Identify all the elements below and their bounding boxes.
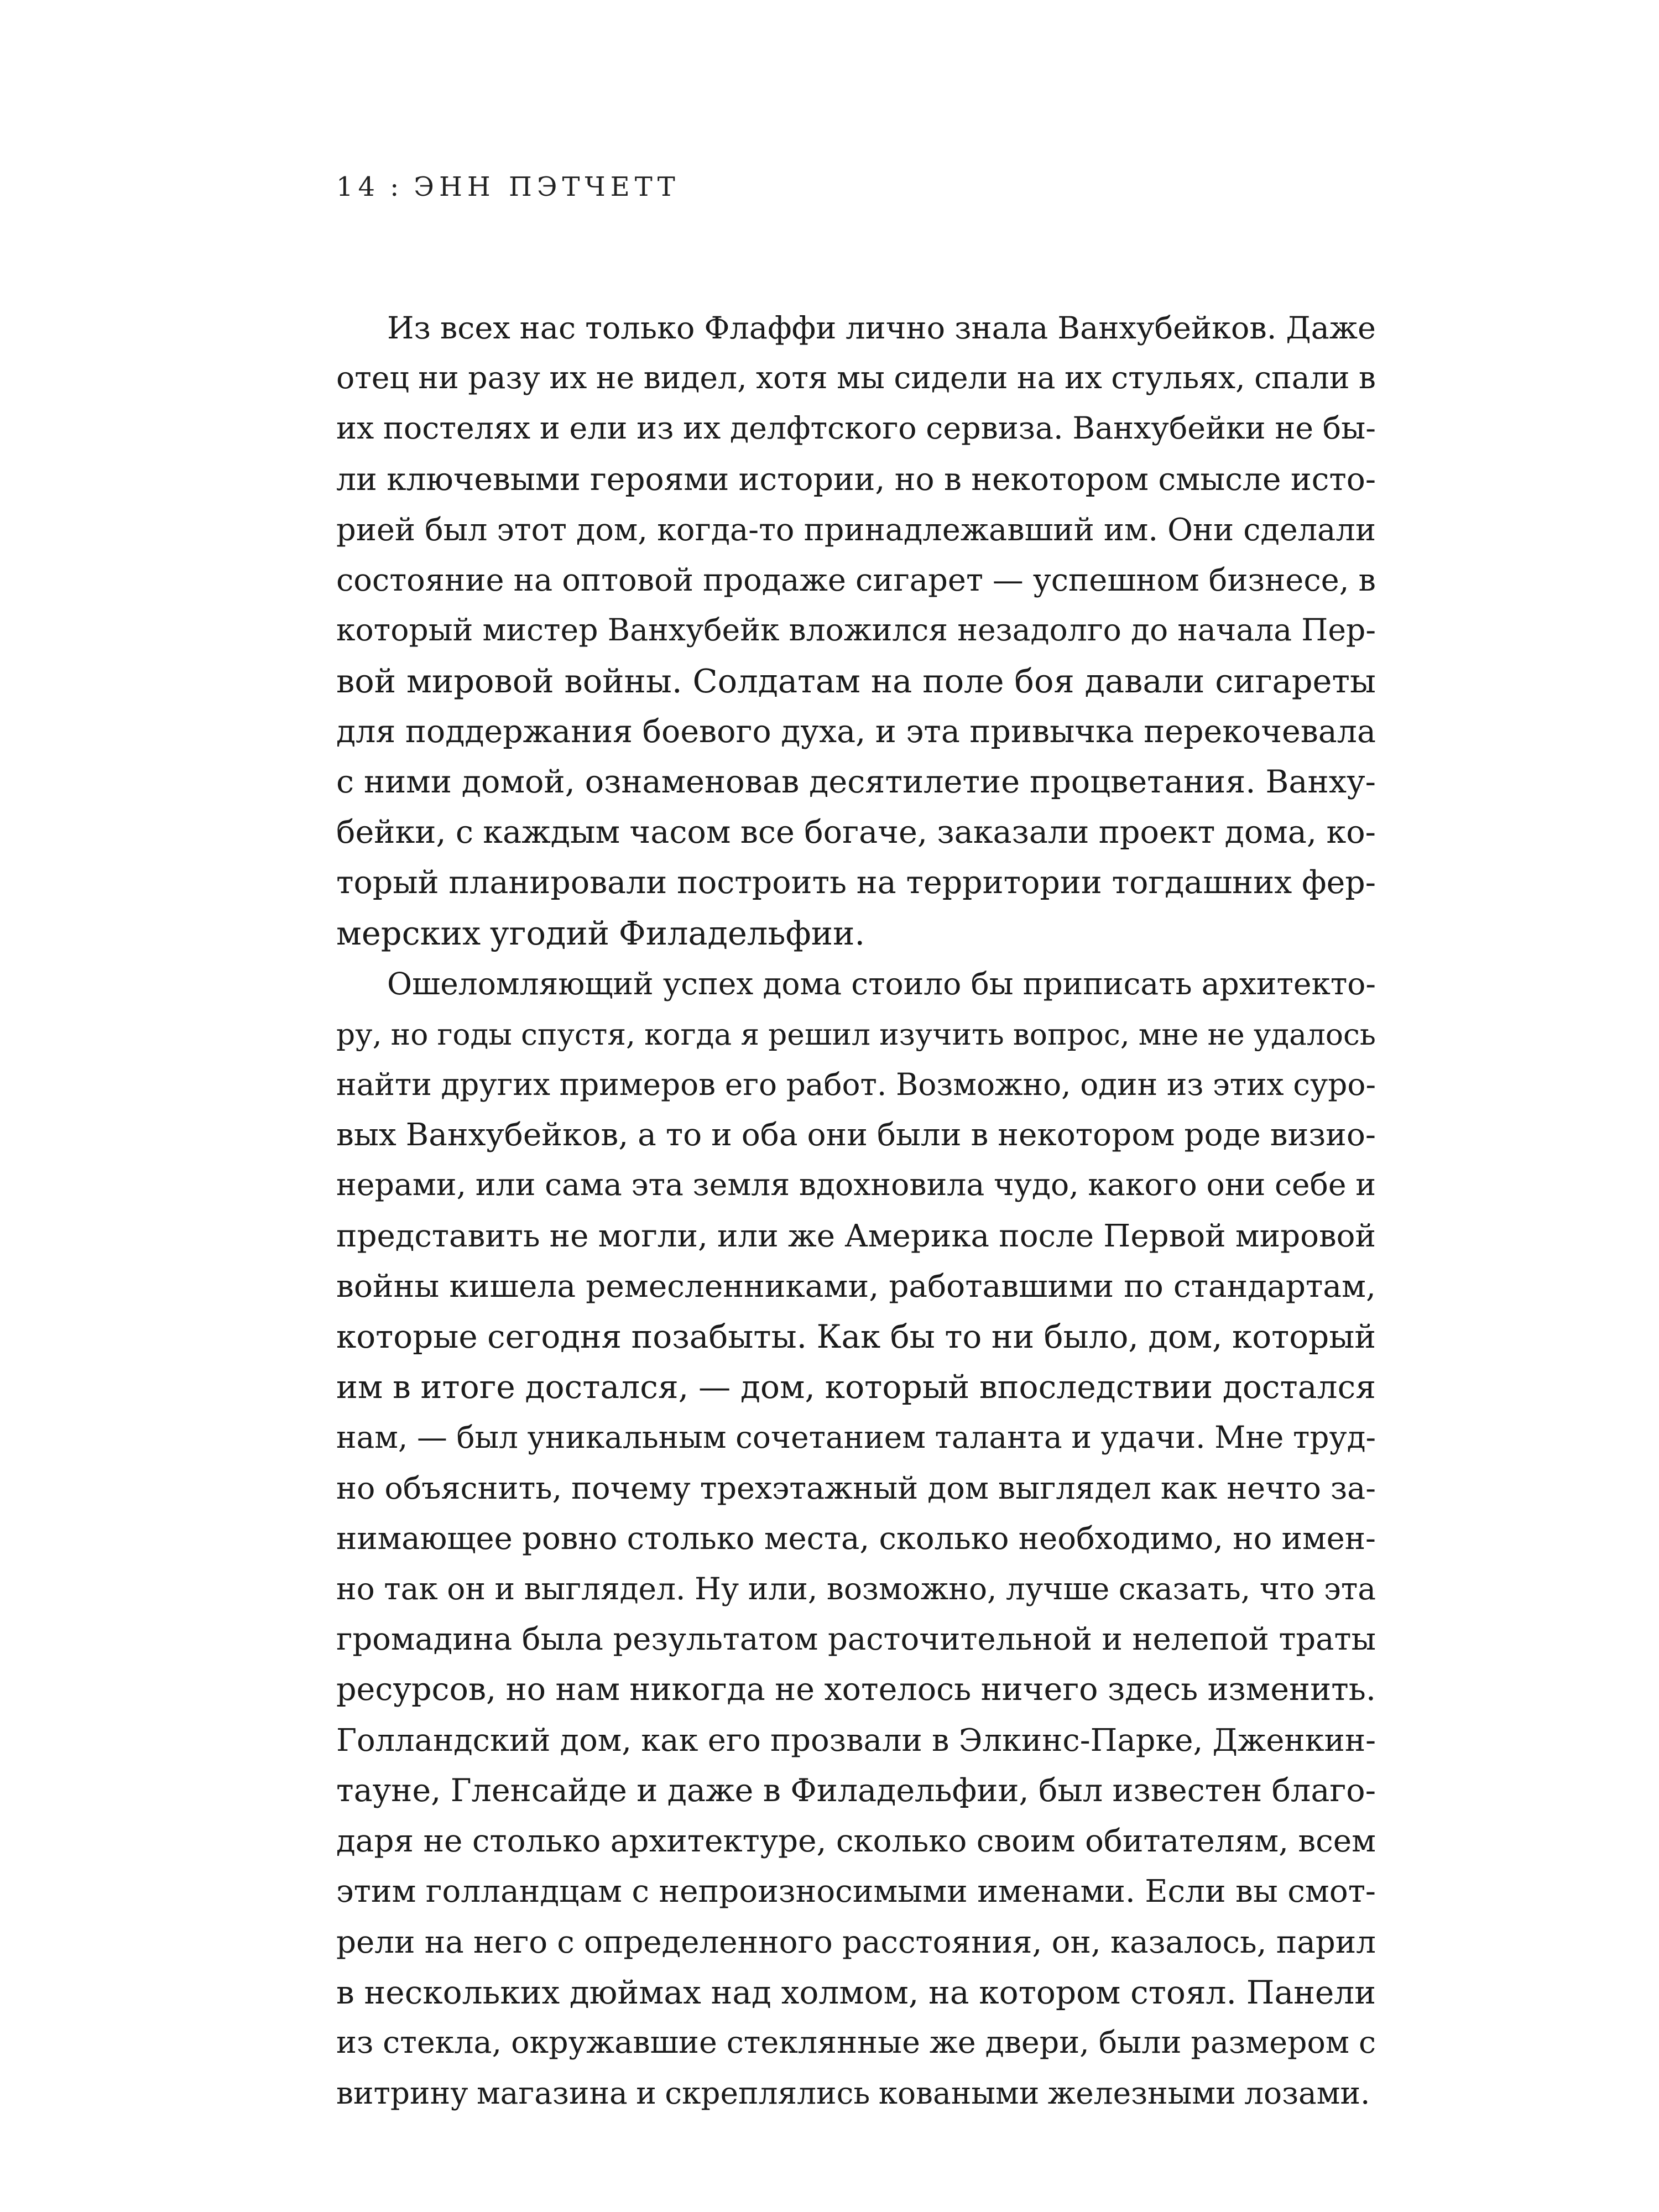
paragraph-2 [336, 959, 1376, 2119]
page-number: 14 [336, 171, 380, 202]
text-line: войны кишела ремесленниками, работавшими по стандартам, [336, 1267, 1376, 1305]
text-line: мерских угодий Филадельфии. [336, 914, 865, 953]
text-line: найти других примеров его работ. Возможно, один из этих суро- [336, 1067, 1376, 1103]
text-line: бейки, с каждым часом все богаче, заказали проект дома, ко- [336, 814, 1376, 851]
text-line: Ошеломляющий успех дома стоило бы приписать архитекто- [387, 966, 1376, 1001]
text-line: с ними домой, ознаменовав десятилетие процветания. Ванху- [336, 763, 1376, 800]
text-line: ру, но годы спустя, когда я решил изучить вопрос, мне не удалось [336, 1016, 1376, 1052]
paragraph-1 [336, 303, 1376, 959]
text-line: из стекла, окружавшие стеклянные же двери, были размером с [336, 2025, 1376, 2060]
text-line: но объяснить, почему трехэтажный дом выглядел как нечто за- [336, 1470, 1376, 1506]
body-text [336, 303, 1376, 2119]
text-line: которые сегодня позабыты. Как бы то ни было, дом, который [336, 1318, 1376, 1356]
text-line: витрину магазина и скреплялись коваными железными лозами. [336, 2075, 1370, 2111]
text-line: нерами, или сама эта земля вдохновила чудо, какого они себе и [336, 1167, 1376, 1203]
text-line: вой мировой войны. Солдатам на поле боя давали сигареты [336, 662, 1376, 701]
text-line: этим голландцам с непроизносимыми именами. Если вы смот- [336, 1874, 1376, 1910]
text-line: ресурсов, но нам никогда не хотелось ничего здесь изменить. [336, 1671, 1376, 1708]
header-separator: : [390, 171, 404, 202]
running-head [336, 171, 680, 202]
text-line: отец ни разу их не видел, хотя мы сидели на их стульях, спали в [336, 361, 1376, 397]
text-line: нам, — был уникальным сочетанием таланта и удачи. Мне труд- [336, 1420, 1376, 1455]
author-name: ЭНН ПЭТЧЕТТ [414, 171, 680, 202]
text-line: громадина была результатом расточительной и нелепой траты [336, 1621, 1376, 1658]
text-line: в нескольких дюймах над холмом, на котором стоял. Панели [336, 1973, 1376, 2011]
text-line: нимающее ровно столько места, сколько необходимо, но имен- [336, 1520, 1376, 1557]
text-line: ли ключевыми героями истории, но в некотором смысле исто- [336, 461, 1376, 498]
text-line: торый планировали построить на территории тогдашних фер- [336, 864, 1376, 901]
text-line: Голландский дом, как его прозвали в Элкинс-Парке, Дженкин- [336, 1722, 1376, 1759]
text-line: состояние на оптовой продаже сигарет — успешном бизнесе, в [336, 562, 1376, 599]
text-line: тауне, Гленсайде и даже в Филадельфии, был известен благо- [336, 1772, 1376, 1809]
text-line: представить не могли, или же Америка после Первой мировой [336, 1218, 1376, 1254]
text-line: рией был этот дом, когда-то принадлежавший им. Они сделали [336, 512, 1376, 548]
text-line: им в итоге достался, — дом, который впоследствии достался [336, 1368, 1376, 1406]
text-line: рели на него с определенного расстояния, он, казалось, парил [336, 1924, 1376, 1960]
text-line: даря не столько архитектуре, сколько своим обитателям, всем [336, 1823, 1376, 1860]
text-line: который мистер Ванхубейк вложился незадолго до начала Пер- [336, 613, 1376, 649]
text-line: вых Ванхубейков, а то и оба они были в некотором роде визио- [336, 1117, 1376, 1154]
text-line: их постелях и ели из их делфтского сервиза. Ванхубейки не бы- [336, 411, 1376, 447]
text-line: для поддержания боевого духа, и эта привычка перекочевала [336, 713, 1376, 750]
text-line: Из всех нас только Флаффи лично знала Ванхубейков. Даже [387, 310, 1376, 346]
text-line: но так он и выглядел. Ну или, возможно, лучше сказать, что эта [336, 1571, 1376, 1607]
